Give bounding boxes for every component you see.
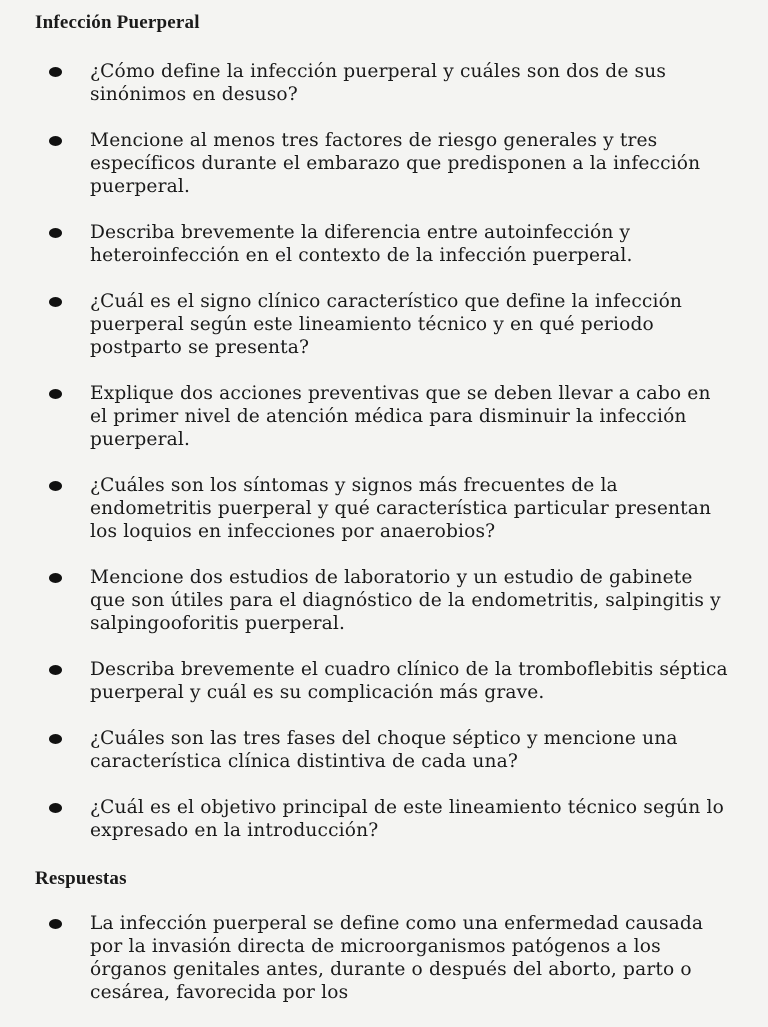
question-text: ¿Cuál es el signo clínico característico que define la infección puerperal según este lineamiento técnico y en qué periodo postparto se presenta? xyxy=(90,291,683,358)
list-item xyxy=(0,658,768,704)
list-item xyxy=(0,796,768,842)
bullet-icon xyxy=(49,734,62,744)
answer-list xyxy=(0,912,768,1027)
answer-text: La infección puerperal se define como una enfermedad causada por la invasión directa de microorganismos patógenos a los órganos genitales antes, durante o después del aborto, parto o cesárea, favorecida por los xyxy=(90,913,704,1003)
section-title-answers: Respuestas xyxy=(35,868,127,889)
bullet-icon xyxy=(49,297,62,307)
list-item xyxy=(0,221,768,267)
bullet-icon xyxy=(49,228,62,238)
list-item xyxy=(0,129,768,198)
list-item xyxy=(0,60,768,106)
bullet-icon xyxy=(49,665,62,675)
list-item xyxy=(0,566,768,635)
bullet-icon xyxy=(49,803,62,813)
question-text: ¿Cómo define la infección puerperal y cuáles son dos de sus sinónimos en desuso? xyxy=(90,61,667,105)
list-item xyxy=(0,474,768,543)
question-text: ¿Cuáles son las tres fases del choque séptico y mencione una característica clínica distintiva de cada una? xyxy=(90,728,678,772)
bullet-icon xyxy=(49,136,62,146)
bullet-icon xyxy=(49,573,62,583)
bullet-icon xyxy=(49,67,62,77)
question-text: Describa brevemente el cuadro clínico de la tromboflebitis séptica puerperal y cuál es su complicación más grave. xyxy=(90,659,728,703)
list-item xyxy=(0,912,768,1004)
bullet-icon xyxy=(49,919,62,929)
list-item xyxy=(0,290,768,359)
question-text: Describa brevemente la diferencia entre autoinfección y heteroinfección en el contexto de la infección puerperal. xyxy=(90,222,633,266)
question-list xyxy=(0,60,768,865)
list-item xyxy=(0,382,768,451)
list-item xyxy=(0,727,768,773)
question-text: ¿Cuál es el objetivo principal de este lineamiento técnico según lo expresado en la introducción? xyxy=(90,797,724,841)
section-title-questions: Infección Puerperal xyxy=(35,12,200,33)
bullet-icon xyxy=(49,481,62,491)
question-text: ¿Cuáles son los síntomas y signos más frecuentes de la endometritis puerperal y qué característica particular presentan los loquios en infecciones por anaerobios? xyxy=(90,475,712,542)
question-text: Mencione al menos tres factores de riesgo generales y tres específicos durante el embarazo que predisponen a la infección puerperal. xyxy=(90,130,701,197)
bullet-icon xyxy=(49,389,62,399)
question-text: Mencione dos estudios de laboratorio y un estudio de gabinete que son útiles para el diagnóstico de la endometritis, salpingitis y salpingooforitis puerperal. xyxy=(90,567,721,634)
question-text: Explique dos acciones preventivas que se deben llevar a cabo en el primer nivel de atención médica para disminuir la infección puerperal. xyxy=(90,383,711,450)
